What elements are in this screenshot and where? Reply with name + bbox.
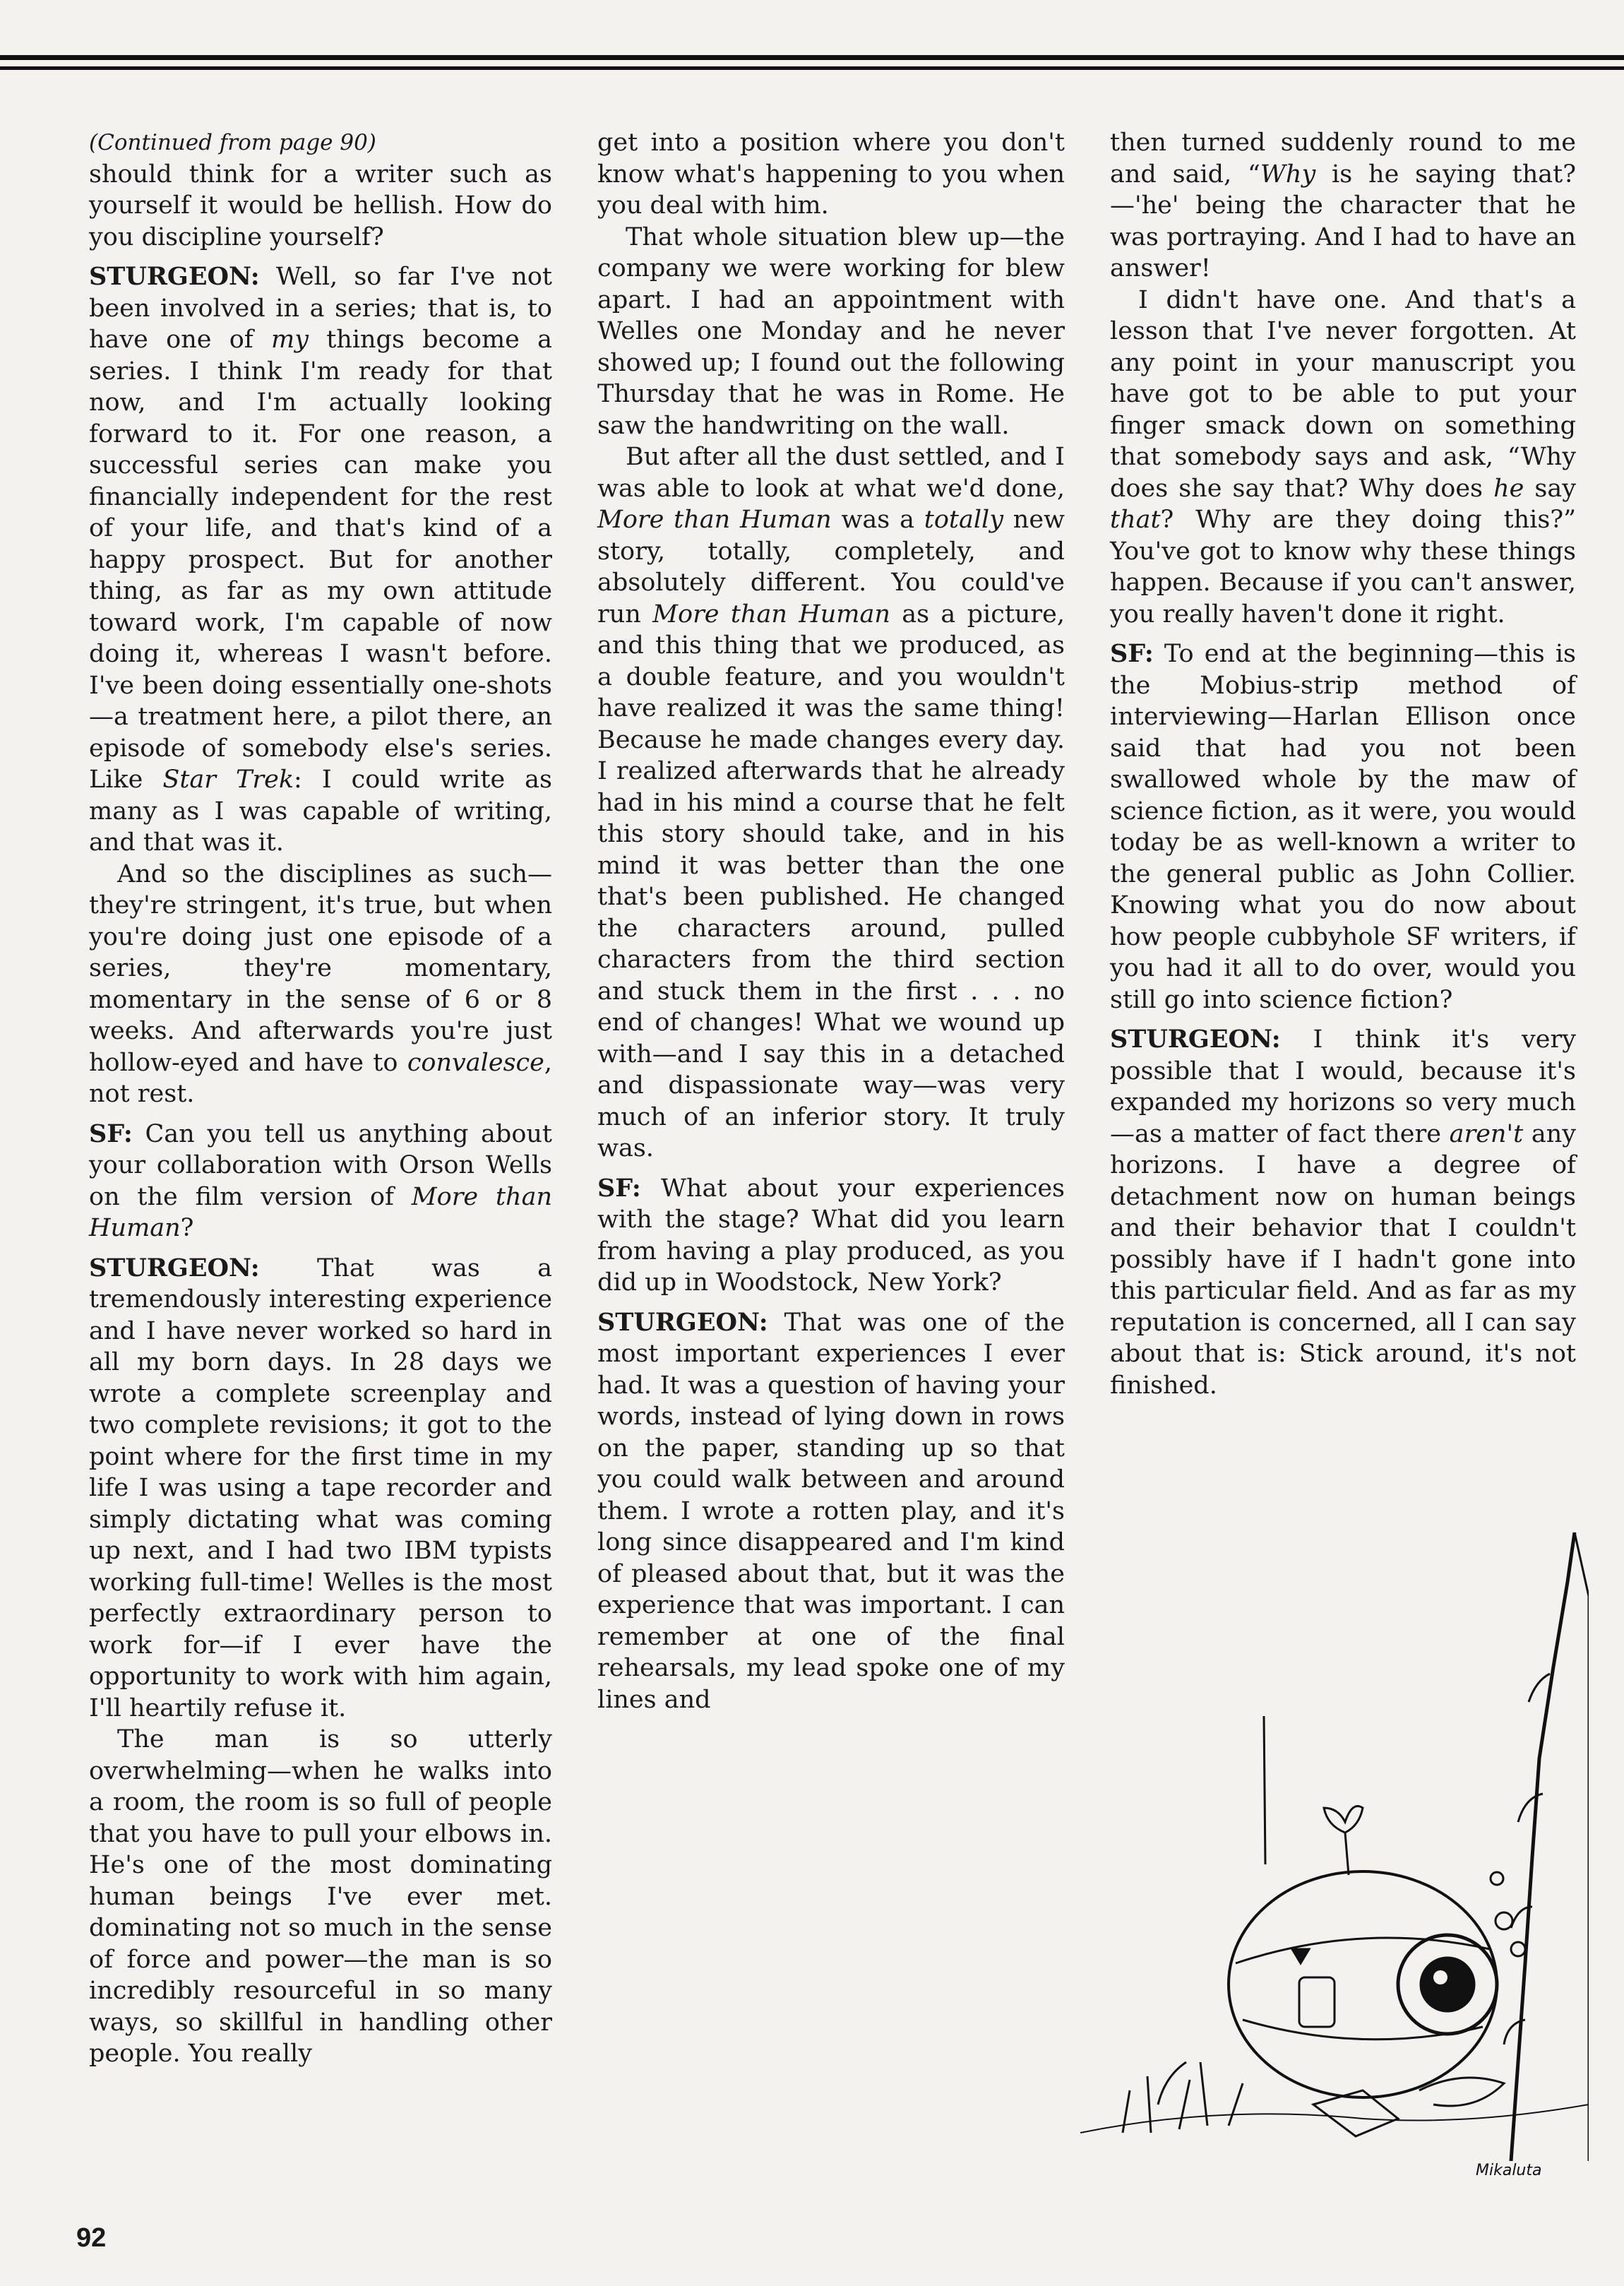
text-run: That was one of the most important experiences I ever had. It was a question of having your words, instead of lying down in rows on the paper, standing up so that you could walk between and around them. I wrote a rotten play, and it's long since disappeared and I'm kind of pleased about that, but it was the experience that was important. I can remember at one of the final rehearsals, my lead spoke one of my lines and	[597, 1308, 1065, 1714]
speaker-label: SF:	[89, 1119, 133, 1148]
text-run: say	[1524, 474, 1576, 503]
paragraph	[597, 222, 1065, 442]
speaker-label: STURGEON:	[1110, 1025, 1281, 1054]
italic-text: aren't	[1449, 1119, 1524, 1148]
paragraph	[1110, 285, 1576, 631]
paragraph	[89, 127, 552, 159]
text-run: And so the disciplines as such—they're stringent, it's true, but when you're doing just one episode of a series, they're momentary, momentary in the sense of 6 or 8 weeks. And afterwards you're just hollow-eyed and have to	[89, 859, 552, 1077]
text-run: : I could write as many as I was capable of writing, and that was it.	[89, 766, 552, 857]
text-run: I didn't have one. And that's a lesson that I've never forgotten. At any point in your manuscript you have got to be able to put your finger smack down on something that somebody says and ask, “Why does she say that? Why does	[1110, 285, 1576, 503]
text-run: That was a tremendously interesting experience and I have never worked so hard in all my born days. In 28 days we wrote a complete screenplay and two complete revisions; it got to the point where for the first time in my life I was using a tape recorder and simply dictating what was coming up next, and I had two IBM typists working full-time! Welles is the most perfectly extraordinary person to work for—if I ever have the opportunity to work with him again, I'll heartily refuse it.	[89, 1254, 552, 1722]
speaker-label: STURGEON:	[597, 1307, 768, 1337]
paragraph	[89, 1724, 552, 2070]
italic-text: that	[1110, 506, 1161, 534]
text-column-1	[89, 127, 552, 2070]
italic-text: More than Human	[597, 506, 832, 534]
text-run: That whole situation blew up—the company we were working for blew apart. I had an appointment with Welles one Monday and he never showed up; I found out the following Thursday that he was in Rome. He saw the handwriting on the wall.	[597, 222, 1065, 440]
text-run: is he saying that?—'he' being the character that he was portraying. And I had to have an answer!	[1110, 160, 1576, 282]
paragraph	[1110, 1024, 1576, 1401]
text-run: as a picture, and this thing that we produced, as a double feature, and you wouldn't have realized it was the same thing! Because he made changes every day. I realized afterwards that he already had in his mind a course that he felt this story should take, and in his mind it was better than the one that's been published. He changed the characters around, pulled characters from the third section and stuck them in the first . . . no end of changes! What we wound up with—and I say this in a detached and dispassionate way—was very much of an inferior story. It truly was.	[597, 600, 1065, 1162]
text-run: What about your experiences with the stage? What did you learn from having a play produced, as you did up in Woodstock, New York?	[597, 1174, 1065, 1297]
paragraph	[89, 1253, 552, 1725]
text-column-2	[597, 127, 1065, 1715]
text-run: But after all the dust settled, and I was able to look at what we'd done,	[597, 443, 1065, 503]
speaker-label: SF:	[1110, 639, 1154, 668]
text-run: ? Why are they doing this?” You've got to know why these things happen. Because if you can't answer, you really haven't done it right.	[1110, 506, 1576, 629]
text-run: any horizons. I have a degree of detachment now on human beings and their behavior that I couldn't possibly have if I hadn't gone into this particular field. And as far as my reputation is concerned, all I can say about that is: Stick around, it's not finished.	[1110, 1119, 1577, 1400]
paragraph	[89, 159, 552, 254]
paragraph	[1110, 638, 1576, 1016]
italic-text: my	[271, 326, 309, 354]
text-run: The man is so utterly overwhelming—when he walks into a room, the room is so full of people that you have to pull your elbows in. He's one of the most dominating human beings I've ever met. dominating not so much in the sense of force and power—the man is so incredibly resourceful in so many ways, so skillful in handling other people. You really	[89, 1725, 552, 2068]
text-run: ?	[180, 1214, 194, 1242]
text-run: Well, so far I've not been involved in a series; that is, to have one of	[89, 263, 552, 354]
italic-text: he	[1493, 474, 1524, 503]
text-run: then turned suddenly round to me and said, “	[1110, 129, 1576, 189]
text-run: Can you tell us anything about your collaboration with Orson Wells on the film version of	[89, 1119, 552, 1211]
paragraph	[1110, 127, 1576, 285]
speaker-label: STURGEON:	[89, 1253, 260, 1282]
paragraph	[597, 1307, 1065, 1716]
text-run: (Continued from page 90)	[89, 130, 376, 155]
italic-text: Star Trek	[162, 766, 294, 794]
robot-pod-illustration	[1080, 1525, 1589, 2203]
speaker-label: STURGEON:	[89, 262, 260, 291]
artist-signature: Mikaluta	[1476, 2162, 1542, 2179]
italic-text: totally	[924, 506, 1003, 534]
text-run: was a	[831, 506, 924, 534]
text-column-3	[1110, 127, 1576, 1401]
paragraph	[89, 261, 552, 859]
text-run: things become a series. I think I'm ready for that now, and I'm actually looking forward to it. For one reason, a successful series can make you financially independent for the rest of your life, and that's kind of a happy prospect. But for another thing, as far as my own attitude toward work, I'm capable of now doing it, whereas I wasn't before. I've been doing essentially one-shots—a treatment here, a pilot there, an episode of somebody else's series. Like	[89, 326, 552, 794]
paragraph	[597, 441, 1065, 1165]
paragraph	[89, 859, 552, 1110]
text-run: , not rest.	[89, 1048, 552, 1108]
text-run: should think for a writer such as yourself it would be hellish. How do you discipline yourself?	[89, 160, 552, 251]
paragraph	[89, 1119, 552, 1244]
page-number: 92	[76, 2223, 107, 2253]
text-run: To end at the beginning—this is the Mobius-strip method of interviewing—Harlan Ellison once said that had you not been swallowed whole by the maw of science fiction, as it were, you would today be as well-known a writer to the general public as John Collier. Knowing what you do now about how people cubbyhole SF writers, if you had it all to do over, would you still go into science fiction?	[1110, 640, 1576, 1014]
speaker-label: SF:	[597, 1173, 641, 1203]
text-run: new story, totally, completely, and absolutely different. You could've run	[597, 506, 1065, 629]
italic-text: Why	[1260, 160, 1316, 189]
text-run: I think it's very possible that I would, because it's expanded my horizons so very much—as a matter of fact there	[1110, 1025, 1576, 1148]
top-rule-thin	[0, 66, 1624, 70]
italic-text: More than Human	[89, 1182, 552, 1242]
text-run: get into a position where you don't know what's happening to you when you deal with him.	[597, 129, 1065, 220]
paragraph	[597, 127, 1065, 222]
italic-text: convalesce	[407, 1048, 544, 1077]
paragraph	[597, 1173, 1065, 1299]
top-rule	[0, 55, 1624, 60]
italic-text: More than Human	[652, 600, 890, 629]
